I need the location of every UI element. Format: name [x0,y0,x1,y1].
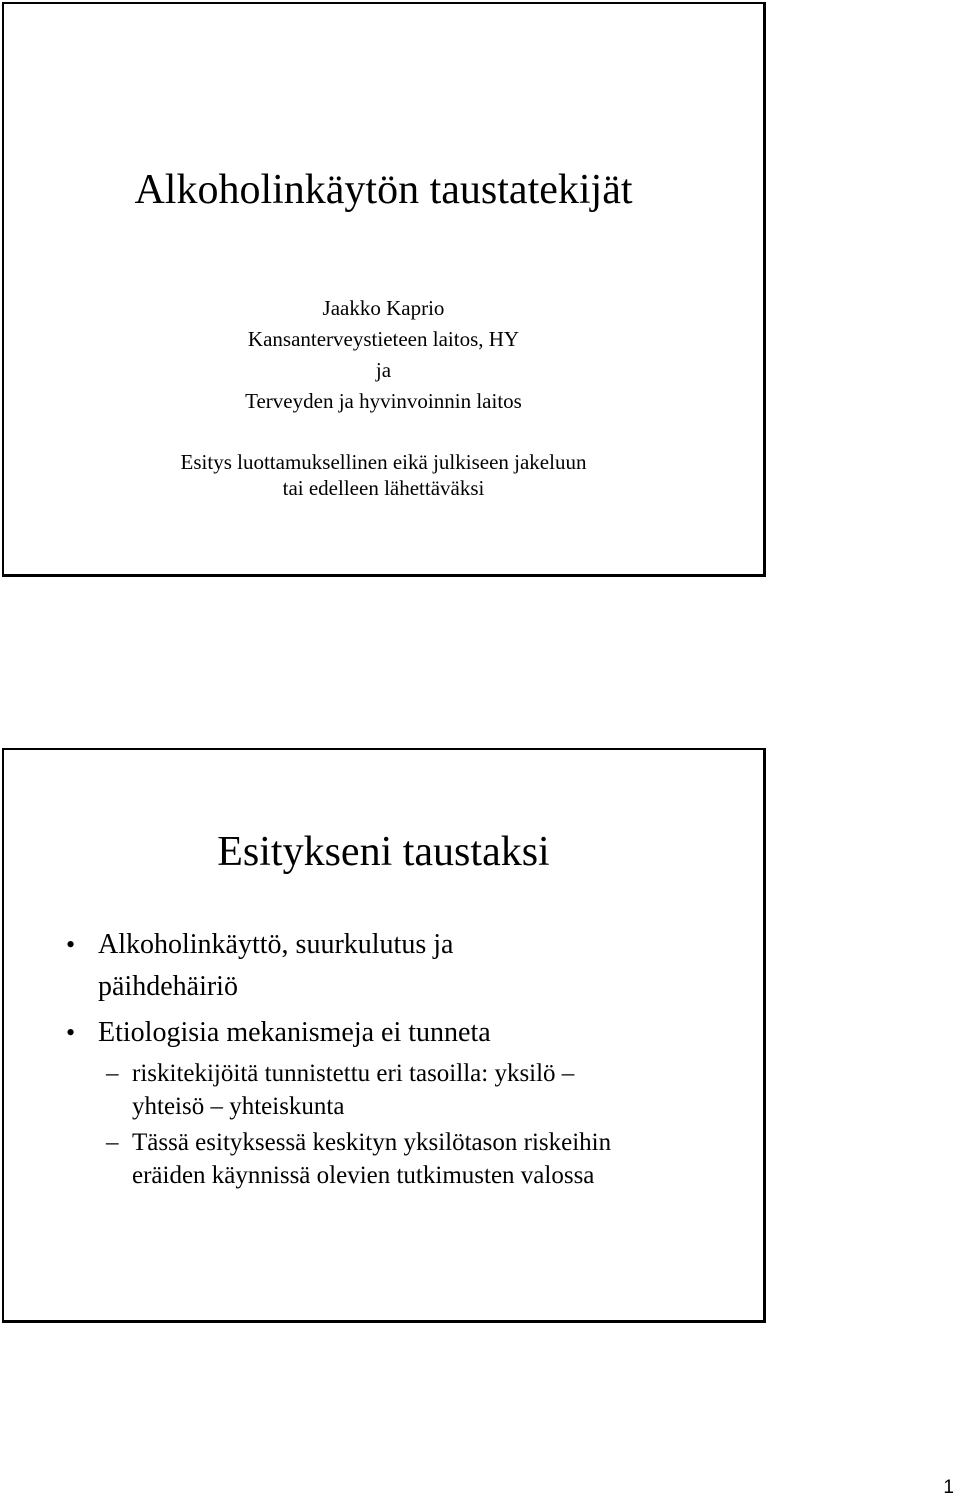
bullet-text-line: päihdehäiriö [98,971,238,1002]
dash-icon: – [106,1060,119,1087]
sub-bullet-item [66,1057,746,1123]
bullet-item [66,1012,746,1054]
sub-bullet-item [66,1126,746,1192]
slide-1 [2,2,766,577]
slide-2 [2,748,766,1323]
affiliation-2: Terveyden ja hyvinvoinnin laitos [245,389,522,413]
author-block [4,293,763,417]
conjunction: ja [375,358,392,382]
notice-line-1: Esitys luottamuksellinen eikä julkiseen jakeluun [180,450,587,474]
confidentiality-notice [4,449,763,501]
bullet-icon: • [66,1018,76,1047]
bullet-text-line: Alkoholinkäyttö, suurkulutus ja [98,929,454,960]
sub-bullet-text-line: Tässä esityksessä keskityn yksilötason riskeihin [132,1129,612,1156]
sub-bullet-text-line: riskitekijöitä tunnistettu eri tasoilla: yksilö – [132,1060,575,1087]
dash-icon: – [106,1129,119,1156]
sub-bullet-text-line: yhteisö – yhteiskunta [132,1093,345,1120]
slide-2-title: Esitykseni taustaksi [217,829,550,875]
slide-1-title: Alkoholinkäytön taustatekijät [134,167,633,213]
page-number: 1 [943,1477,954,1498]
bullet-list [66,924,746,1192]
author-name: Jaakko Kaprio [322,296,445,320]
bullet-text-line: Etiologisia mekanismeja ei tunneta [98,1017,491,1048]
bullet-icon: • [66,930,76,959]
notice-line-2: tai edelleen lähettäväksi [282,476,485,500]
affiliation-1: Kansanterveystieteen laitos, HY [247,327,520,351]
sub-bullet-text-line: eräiden käynnissä olevien tutkimusten valossa [132,1162,595,1189]
bullet-item [66,924,746,1008]
